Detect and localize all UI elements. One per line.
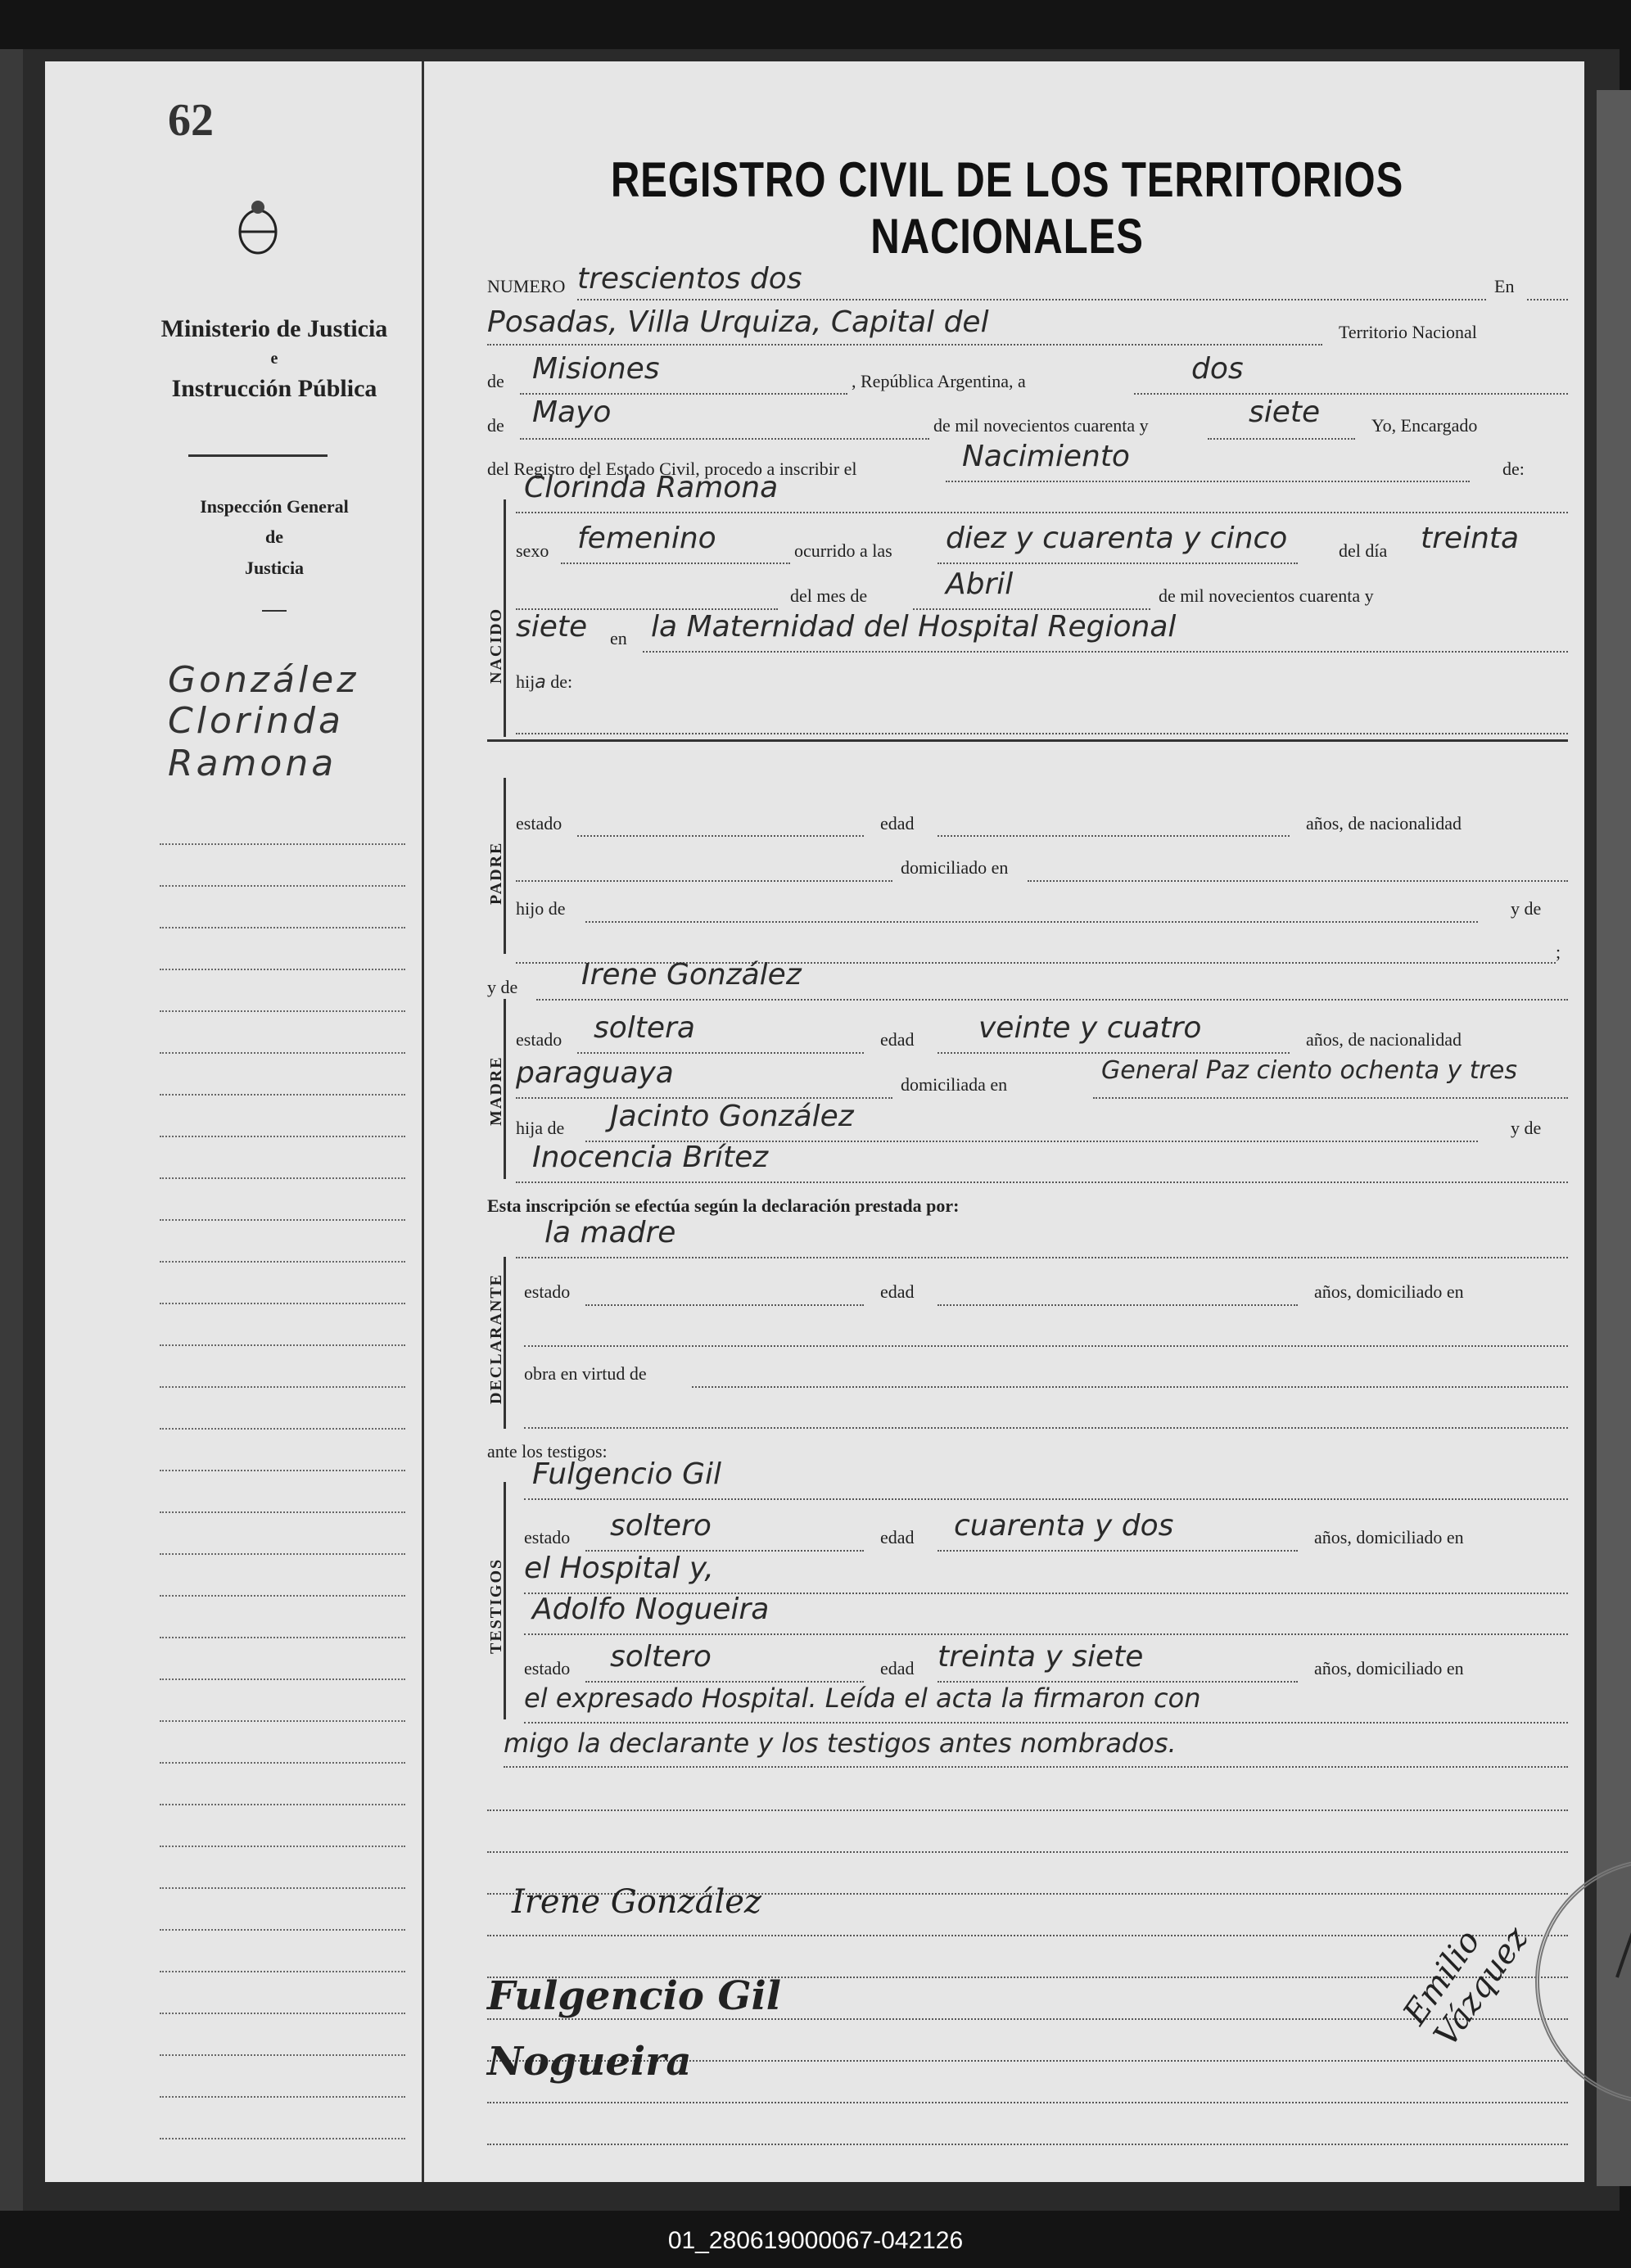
territory-line xyxy=(520,393,847,395)
ruled-line xyxy=(160,2013,405,2014)
day-line xyxy=(1134,393,1568,395)
padre-anios-label: años, de nacionalidad xyxy=(1306,813,1462,834)
child-name-value: Clorinda Ramona xyxy=(524,471,779,504)
signature-witness1: Fulgencio Gil xyxy=(487,1973,782,2019)
ruled-line xyxy=(160,1511,405,1513)
ruled-line xyxy=(160,1553,405,1555)
ruled-line xyxy=(160,1846,405,1847)
ruled-line xyxy=(487,2102,1568,2103)
sexo-label: sexo xyxy=(516,540,549,561)
en-line xyxy=(1527,299,1568,300)
declarante-edad-line xyxy=(937,1304,1298,1306)
ruled-line xyxy=(160,1678,405,1680)
testigos-section-label: TESTIGOS xyxy=(487,1557,505,1654)
ruled-line xyxy=(160,1010,405,1012)
witness1-edad-line xyxy=(937,1550,1298,1552)
del-dia-label: del día xyxy=(1339,540,1388,561)
witness1-estado-label: estado xyxy=(524,1527,571,1547)
witness2-domicilio-line xyxy=(524,1722,1568,1724)
hijo-de-text: de: xyxy=(550,671,573,692)
madre-name-value: Irene González xyxy=(581,958,802,992)
witness1-edad-label: edad xyxy=(880,1527,915,1547)
padre-hijo-de-line xyxy=(585,921,1478,923)
madre-estado-value: soltera xyxy=(594,1011,695,1045)
anio-label: de mil novecientos cuarenta y xyxy=(1159,585,1374,606)
ruled-line xyxy=(160,1261,405,1263)
month-value: Mayo xyxy=(532,395,612,429)
declaracion-intro: Esta inscripción se efectúa según la declaración prestada por: xyxy=(487,1195,960,1216)
declarante-edad-label: edad xyxy=(880,1281,915,1302)
witness2-anios-label: años, domiciliado en xyxy=(1314,1658,1464,1678)
inspeccion-line: Justicia xyxy=(244,557,305,578)
de-label: de xyxy=(487,415,504,436)
madre-domicilio-line xyxy=(1093,1097,1568,1099)
witness1-domicilio-value: el Hospital y, xyxy=(524,1552,714,1585)
margin-given-name: Clorinda xyxy=(168,700,344,742)
madre-domiciliada-label: domiciliada en xyxy=(901,1074,1008,1095)
hijo-suffix: a xyxy=(535,672,546,693)
ministry-line: Ministerio de Justicia xyxy=(160,315,388,342)
madre-edad-value: veinte y cuatro xyxy=(978,1011,1202,1045)
declarante-anios-label: años, domiciliado en xyxy=(1314,1281,1464,1302)
divider xyxy=(262,610,287,612)
dia-value: treinta xyxy=(1421,522,1520,555)
territory-value: Misiones xyxy=(532,352,660,386)
year-label: de mil novecientos cuarenta y xyxy=(933,415,1149,436)
madre-edad-line xyxy=(937,1052,1290,1054)
declarante-obra-line xyxy=(692,1386,1568,1388)
signature-witness2: Nogueira xyxy=(487,2039,692,2085)
numero-label: NUMERO xyxy=(487,276,566,296)
nacido-section-label: NACIDO xyxy=(487,607,505,684)
padre-section-label: PADRE xyxy=(487,841,505,905)
locality-line xyxy=(487,344,1322,346)
signature-declarante: Irene González xyxy=(512,1883,761,1921)
madre-y-de-label: y de xyxy=(487,977,518,997)
ruled-line xyxy=(160,1303,405,1304)
ruled-line xyxy=(160,1428,405,1430)
margin-surname: González xyxy=(168,659,359,701)
padre-domiciliado-label: domiciliado en xyxy=(901,857,1009,878)
padre-edad-label: edad xyxy=(880,813,915,834)
madre-padre-value: Jacinto González xyxy=(610,1100,854,1133)
madre-madre-line xyxy=(516,1181,1568,1183)
declarante-estado-line xyxy=(585,1304,864,1306)
en-label: en xyxy=(610,628,627,648)
madre-domicilio-value: General Paz ciento ochenta y tres xyxy=(1101,1056,1517,1085)
ruled-line xyxy=(160,1136,405,1137)
mes-value: Abril xyxy=(946,567,1014,601)
ministry-line: Instrucción Pública xyxy=(171,374,377,402)
inspeccion-header xyxy=(168,491,381,583)
territorio-label: Territorio Nacional xyxy=(1339,322,1477,342)
numero-value: trescientos dos xyxy=(577,262,802,296)
padre-edad-line xyxy=(937,835,1290,837)
locality-value: Posadas, Villa Urquiza, Capital del xyxy=(487,305,989,339)
declarante-value: la madre xyxy=(544,1216,676,1249)
padre-estado-line xyxy=(577,835,864,837)
hora-line xyxy=(937,562,1298,564)
officer-flourish xyxy=(1584,1781,1631,2026)
ruled-line xyxy=(160,2096,405,2098)
padre-y-de-label: y de xyxy=(1511,898,1542,919)
ruled-line xyxy=(160,2138,405,2139)
hora-value: diez y cuarenta y cinco xyxy=(946,522,1288,555)
ruled-line xyxy=(160,1637,405,1638)
ministry-line: e xyxy=(270,349,278,368)
witness2-estado-value: soltero xyxy=(610,1640,712,1674)
registry-form xyxy=(454,61,1568,2182)
madre-anios-label: años, de nacionalidad xyxy=(1306,1029,1462,1050)
madre-nacionalidad-value: paraguaya xyxy=(516,1056,674,1090)
madre-estado-label: estado xyxy=(516,1029,562,1050)
witness1-anios-label: años, domiciliado en xyxy=(1314,1527,1464,1547)
testigos-intro: ante los testigos: xyxy=(487,1441,608,1462)
witness2-edad-label: edad xyxy=(880,1658,915,1678)
year-line xyxy=(1208,438,1355,440)
blank-line xyxy=(524,1427,1568,1429)
registry-page xyxy=(45,61,1584,2182)
ruled-line xyxy=(487,1809,1568,1811)
madre-edad-label: edad xyxy=(880,1029,915,1050)
madre-y-de2-label: y de xyxy=(1511,1118,1542,1138)
ruled-line xyxy=(160,1595,405,1597)
ruled-line xyxy=(160,1177,405,1179)
ruled-line xyxy=(160,2054,405,2056)
ruled-line xyxy=(160,927,405,928)
margin-given-name: Ramona xyxy=(168,743,337,784)
padre-hijo-de-label: hijo de xyxy=(516,898,566,919)
inspeccion-line: Inspección General xyxy=(200,496,349,517)
hijo-label xyxy=(516,671,572,693)
act-type-value: Nacimiento xyxy=(962,440,1130,473)
blank-line xyxy=(516,733,1568,734)
ruled-line xyxy=(160,1762,405,1764)
ruled-line xyxy=(160,1386,405,1388)
witness2-domicilio-value: el expresado Hospital. Leída el acta la firmaron con xyxy=(524,1683,1201,1714)
padre-semicolon: ; xyxy=(1556,942,1561,962)
ruled-line xyxy=(160,1094,405,1096)
document-title: REGISTRO CIVIL DE LOS TERRITORIOS NACIONALES xyxy=(610,152,1404,264)
lugar-value: la Maternidad del Hospital Regional xyxy=(651,610,1177,644)
madre-nacionalidad-line xyxy=(516,1097,892,1099)
ruled-line xyxy=(160,885,405,887)
closing-text-value: migo la declarante y los testigos antes nombrados. xyxy=(504,1728,1177,1759)
ruled-line xyxy=(160,843,405,845)
anio-value: siete xyxy=(516,610,588,644)
witness1-estado-value: soltero xyxy=(610,1509,712,1543)
ruled-line xyxy=(160,1052,405,1054)
month-line xyxy=(520,438,929,440)
ruled-line xyxy=(160,1219,405,1221)
madre-hija-de-label: hija de xyxy=(516,1118,565,1138)
day-value: dos xyxy=(1191,352,1244,386)
witness1-name-value: Fulgencio Gil xyxy=(532,1457,722,1491)
child-name-line xyxy=(516,512,1568,513)
ruled-line xyxy=(160,1720,405,1722)
witness2-edad-value: treinta y siete xyxy=(937,1640,1144,1674)
mes-label: del mes de xyxy=(790,585,868,606)
declarante-section-label: DECLARANTE xyxy=(487,1272,505,1404)
sexo-value: femenino xyxy=(577,522,716,555)
ruled-line xyxy=(487,2144,1568,2145)
ruled-line xyxy=(160,1971,405,1972)
yo-label: Yo, Encargado xyxy=(1371,415,1478,436)
declarante-line xyxy=(516,1257,1568,1258)
de-colon-label: de: xyxy=(1502,459,1525,479)
numero-line xyxy=(577,299,1486,300)
registro-label: del Registro del Estado Civil, procedo a inscribir el xyxy=(487,459,857,479)
ruled-line xyxy=(160,1470,405,1471)
national-emblem-icon xyxy=(235,199,281,256)
blank-line xyxy=(524,1345,1568,1347)
page-number: 62 xyxy=(168,95,214,146)
madre-section-label: MADRE xyxy=(487,1055,505,1126)
section-divider xyxy=(487,739,1568,742)
ruled-line xyxy=(487,1851,1568,1853)
padre-nacionalidad-line xyxy=(516,880,892,882)
declarante-estado-label: estado xyxy=(524,1281,571,1302)
witness2-estado-label: estado xyxy=(524,1658,571,1678)
sexo-line xyxy=(561,562,790,564)
ruled-line xyxy=(160,1887,405,1889)
ruled-line xyxy=(160,1804,405,1805)
image-id-footer: 01_280619000067-042126 xyxy=(667,2227,964,2254)
divider xyxy=(188,454,328,457)
act-type-line xyxy=(946,481,1470,482)
madre-estado-line xyxy=(577,1052,864,1054)
madre-madre-value: Inocencia Brítez xyxy=(532,1141,769,1174)
ruled-line xyxy=(160,969,405,970)
ruled-line xyxy=(487,1935,1568,1936)
lugar-line xyxy=(643,651,1568,653)
witness2-name-line xyxy=(524,1633,1568,1635)
ruled-line xyxy=(160,1344,405,1346)
en-label: En xyxy=(1494,276,1515,296)
witness2-name-value: Adolfo Nogueira xyxy=(532,1593,770,1626)
ministry-header xyxy=(151,311,397,406)
padre-domicilio-line xyxy=(1028,880,1568,882)
margin-column xyxy=(45,61,424,2182)
hijo-text: hij xyxy=(516,671,535,692)
signature-officer: Emilio Vázquez xyxy=(1396,1920,1536,2053)
witness1-name-line xyxy=(524,1498,1568,1500)
ocurrido-label: ocurrido a las xyxy=(794,540,892,561)
inspeccion-line: de xyxy=(265,526,283,548)
padre-estado-label: estado xyxy=(516,813,562,834)
madre-name-line xyxy=(536,999,1568,1001)
witness1-edad-value: cuarenta y dos xyxy=(954,1509,1174,1543)
de-label: de xyxy=(487,371,504,391)
year-value: siete xyxy=(1249,395,1321,429)
ruled-line xyxy=(160,1929,405,1931)
republica-label: , República Argentina, a xyxy=(852,371,1026,391)
declarante-obra-label: obra en virtud de xyxy=(524,1363,647,1384)
closing-line xyxy=(504,1766,1568,1768)
